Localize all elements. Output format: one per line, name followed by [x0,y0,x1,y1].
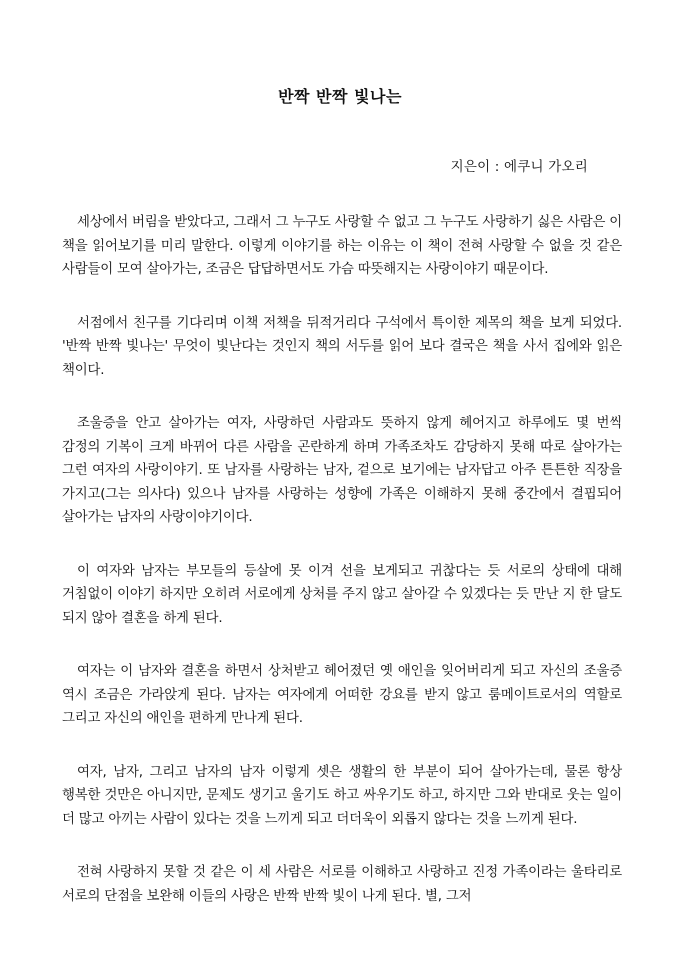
paragraph-1: 세상에서 버림을 받았다고, 그래서 그 누구도 사랑할 수 없고 그 누구도 사랑하기 싫은 사람은 이 책을 읽어보기를 미리 말한다. 이렇게 이야기를 하는 이유는 이 책이 전혀 사랑할 수 없을 것 같은 사람들이 모여 살아가는, 조금은 답답하면서도 가슴 따뜻해지는 사랑이야기 때문이다. [62,215,622,277]
paragraph-4: 이 여자와 남자는 부모들의 등살에 못 이겨 선을 보게되고 귀찮다는 듯 서로의 상태에 대해 거침없이 이야기 하지만 오히려 서로에게 상처를 주지 않고 살아갈 수 있겠다는 듯 만난 지 한 달도 되지 않아 결혼을 하게 된다. [62,563,622,626]
paragraph-2: 서점에서 친구를 기다리며 이책 저책을 뒤적거리다 구석에서 특이한 제목의 책을 보게 되었다. '반짝 반짝 빛나는' 무엇이 빛난다는 것인지 책의 서두를 읽어 보다 결국은 책을 사서 집에와 읽은 책이다. [62,315,622,378]
document-body [62,211,622,938]
paragraph-5: 여자는 이 남자와 결혼을 하면서 상처받고 헤어졌던 옛 애인을 잊어버리게 되고 자신의 조울증 역시 조금은 가라앉게 된다. 남자는 여자에게 어떠한 강요를 받지 않고 룸메이트로서의 역할로 그리고 자신의 애인을 편하게 만나게 된다. [62,664,622,726]
paragraph-7: 전혀 사랑하지 못할 것 같은 이 세 사람은 서로를 이해하고 사랑하고 진정 가족이라는 울타리로 서로의 단점을 보완해 이들의 사랑은 반짝 반짝 빛이 나게 된다. 별, 그저 [62,865,622,904]
document-title: 반짝 반짝 빛나는 [278,87,402,106]
author-line: 지은이 : 에쿠니 가오리 [450,159,588,175]
paragraph-6: 여자, 남자, 그리고 남자의 남자 이렇게 셋은 생활의 한 부분이 되어 살아가는데, 물론 항상 행복한 것만은 아니지만, 문제도 생기고 울기도 하고 싸우기도 하고, 하지만 그와 반대로 웃는 일이 더 많고 아끼는 사람이 있다는 것을 느끼게 되고 더더욱이 외롭지 않다는 것을 느끼게 된다. [62,764,622,827]
paragraph-3: 조울증을 안고 살아가는 여자, 사랑하던 사람과도 뜻하지 않게 헤어지고 하루에도 몇 번씩 감정의 기복이 크게 바뀌어 다른 사람을 곤란하게 하며 가족조차도 감당하지 못해 따로 살아가는 그런 여자의 사랑이야기. 또 남자를 사랑하는 남자, 겉으로 보기에는 남자답고 아주 튼튼한 직장을 가지고(그는 의사다) 있으나 남자를 사랑하는 성향에 가족은 이해하지 못해 중간에서 결핍되어 살아가는 남자의 사랑이야기이다. [62,416,622,525]
